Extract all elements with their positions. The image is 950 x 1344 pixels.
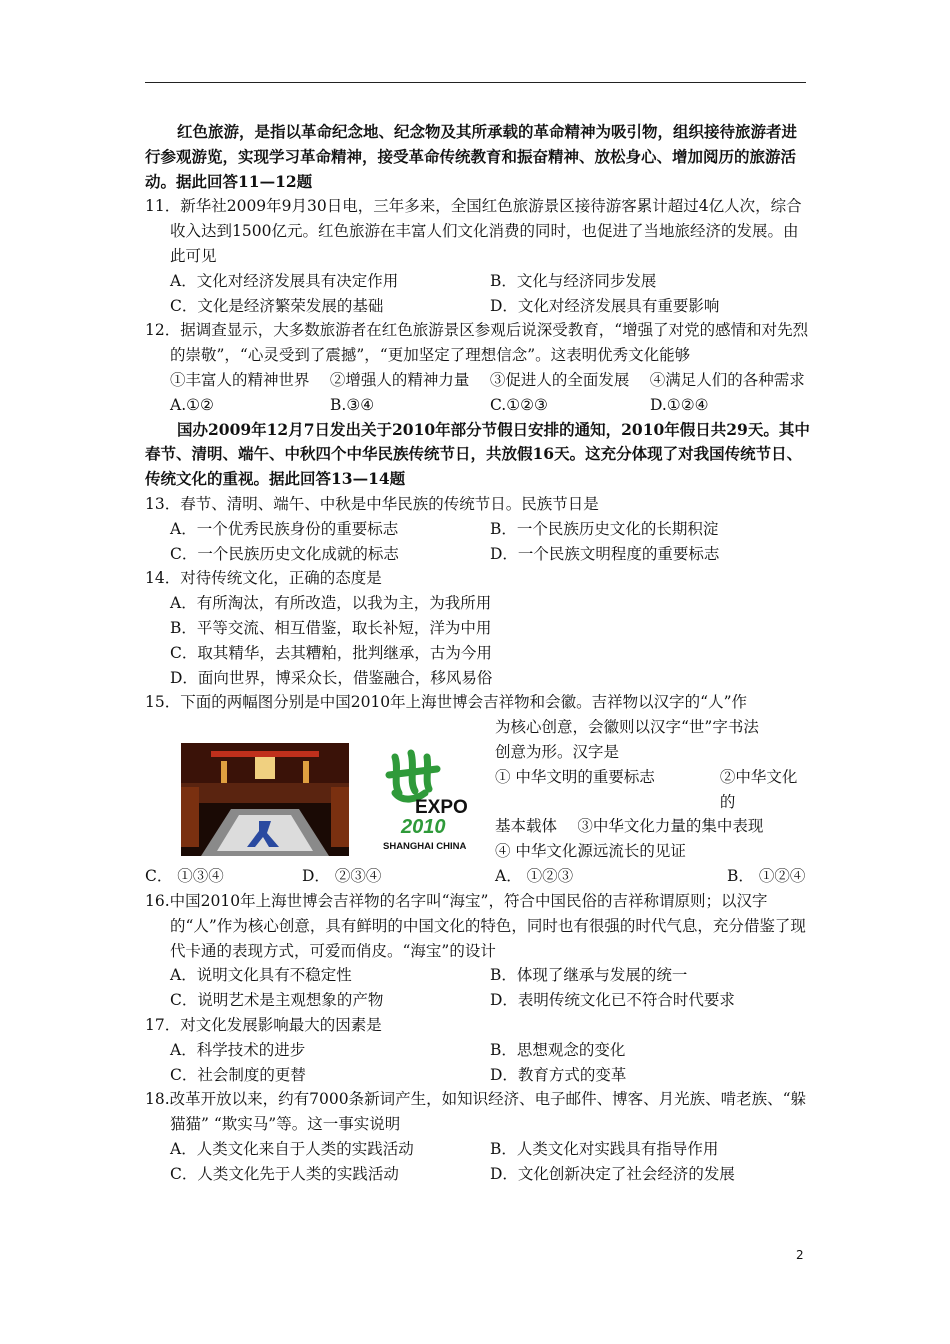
option-b: B．文化与经济同步发展 <box>490 271 657 290</box>
question-stem: 13．春节、清明、端午、中秋是中华民族的传统节日。民族节日是 <box>145 494 599 513</box>
question-stem: 15．下面的两幅图分别是中国2010年上海世博会吉祥物和会徽。吉祥物以汉字的“人”作 <box>145 693 748 712</box>
option-c: C.①②③ <box>490 395 548 414</box>
option-a: A．说明文化具有不稳定性 <box>170 966 352 985</box>
option-c: C．说明艺术是主观想象的产物 <box>170 991 384 1010</box>
intro-red-tourism: 红色旅游，是指以革命纪念地、纪念物及其所承载的革命精神为吸引物，组织接待旅游者进行参观游览，实现学习革命精神，接受革命传统教育和振奋精神、放松身心、增加阅历的旅游活动。据此回答11—12题 <box>145 122 798 191</box>
question-stem: 14．对待传统文化，正确的态度是 <box>145 569 382 588</box>
option-b: B．人类文化对实践具有指导作用 <box>490 1139 719 1158</box>
logo-expo-text: EXPO <box>415 797 468 819</box>
page-number: 2 <box>796 1248 804 1262</box>
item-2: ②中华文化的 <box>719 767 798 811</box>
question-13 <box>145 492 810 566</box>
question-11 <box>145 194 810 318</box>
option-c: C．人类文化先于人类的实践活动 <box>170 1164 399 1183</box>
option-b: B． ①②④ <box>727 866 806 885</box>
question-stem: 17．对文化发展影响最大的因素是 <box>145 1015 382 1034</box>
option-d: D．文化对经济发展具有重要影响 <box>490 296 720 315</box>
option-a: A．科学技术的进步 <box>170 1040 306 1059</box>
question-stem-line: 为核心创意，会徽则以汉字“世”字书法 <box>495 718 759 737</box>
option-b: B．体现了继承与发展的统一 <box>490 966 688 985</box>
option-a: A．文化对经济发展具有决定作用 <box>170 271 399 290</box>
exam-page <box>145 120 810 1186</box>
item-line: ④ 中华文化源远流长的见证 <box>495 842 686 861</box>
option-b: B．思想观念的变化 <box>490 1040 626 1059</box>
option-c: C．文化是经济繁荣发展的基础 <box>170 296 384 315</box>
question-stem-line: 创意为形。汉字是 <box>495 742 620 761</box>
expo-2010-logo <box>381 747 481 853</box>
option-d: D.①②④ <box>650 395 709 414</box>
item-line: 基本载体 ③中华文化力量的集中表现 <box>495 817 764 836</box>
option-a: A.①② <box>170 395 214 414</box>
option-d: D．表明传统文化已不符合时代要求 <box>490 991 735 1010</box>
option-c: C．取其精华，去其糟粕，批判继承，古为今用 <box>170 643 492 662</box>
logo-city-text: SHANGHAI CHINA <box>383 841 467 853</box>
option-a: A．人类文化来自于人类的实践活动 <box>170 1139 414 1158</box>
option-c: C．社会制度的更替 <box>170 1065 306 1084</box>
option-c: C． ①③④ <box>145 867 224 886</box>
header-rule <box>145 82 806 83</box>
question-18 <box>145 1087 810 1186</box>
option-d: D．面向世界，博采众长，借鉴融合，移风易俗 <box>170 668 493 687</box>
question-stem: 18.改革开放以来，约有7000条新词产生，如知识经济、电子邮件、博客、月光族、啃老族、“躲猫猫” “欺实马”等。这一事实说明 <box>145 1090 807 1134</box>
option-b: B．平等交流、相互借鉴，取长补短，洋为中用 <box>170 618 492 637</box>
logo-year-text: 2010 <box>401 816 446 839</box>
item-1: ① 中华文明的重要标志 <box>495 767 655 786</box>
option-d: D．文化创新决定了社会经济的发展 <box>490 1164 735 1183</box>
question-stem: 12．据调查显示，大多数旅游者在红色旅游景区参观后说深受教育，“增强了对党的感情和对先烈的崇敬”，“心灵受到了震撼”，“更加坚定了理想信念”。这表明优秀文化能够 <box>145 321 809 365</box>
question-15 <box>145 690 810 889</box>
option-c: C．一个民族历史文化成就的标志 <box>170 544 399 563</box>
question-12 <box>145 318 810 417</box>
option-b: B．一个民族历史文化的长期积淀 <box>490 519 719 538</box>
question-17 <box>145 1013 810 1087</box>
question-14 <box>145 566 810 690</box>
question-16 <box>145 889 810 1013</box>
option-d: D．教育方式的变革 <box>490 1065 627 1084</box>
option-a: A． ①②③ <box>495 866 574 885</box>
question-stem: 16.中国2010年上海世博会吉祥物的名字叫“海宝”，符合中国民俗的吉祥称谓原则；以汉字的“人”作为核心创意，具有鲜明的中国文化的特色，同时也有很强的时代气息，充分借鉴了现代卡通的表现方式，可爱而俏皮。“海宝”的设计 <box>145 891 806 960</box>
option-a: A．有所淘汰，有所改造，以我为主，为我所用 <box>170 594 492 613</box>
option-d: D．一个民族文明程度的重要标志 <box>490 544 720 563</box>
question-stem: 11．新华社2009年9月30日电，三年多来，全国红色旅游景区接待游客累计超过4亿人次，综合收入达到1500亿元。红色旅游在丰富人们文化消费的同时，也促进了当地旅经济的发展。由此可见 <box>145 197 802 265</box>
question-items: ①丰富人的精神世界 ②增强人的精神力量 ③促进人的全面发展 ④满足人们的各种需求 <box>170 370 805 389</box>
expo-stage-photo <box>181 743 349 856</box>
intro-holidays: 国办2009年12月7日发出关于2010年部分节假日安排的通知，2010年假日共29天。其中春节、清明、端午、中秋四个中华民族传统节日，共放假16天。这充分体现了对我国传统节日、传统文化的重视。据此回答13—14题 <box>145 419 810 489</box>
option-a: A．一个优秀民族身份的重要标志 <box>170 519 399 538</box>
option-d: D． ②③④ <box>302 867 382 886</box>
option-b: B.③④ <box>330 395 375 414</box>
